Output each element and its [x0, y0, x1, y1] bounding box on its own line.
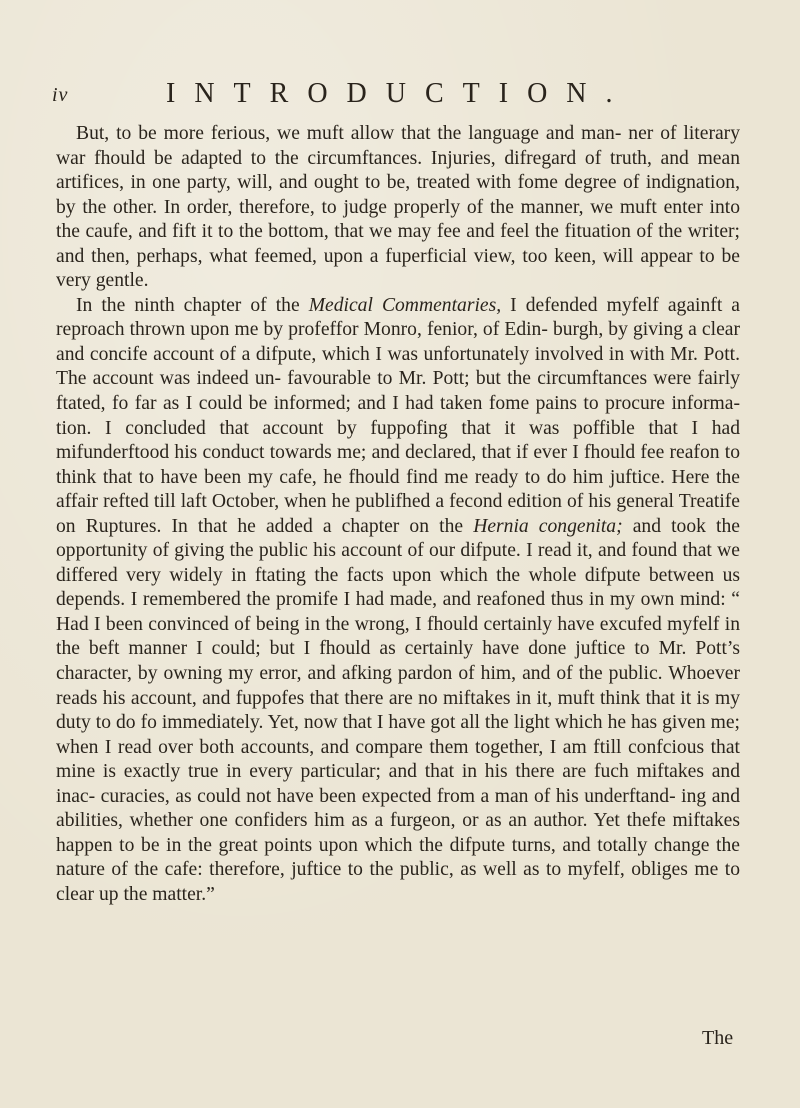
medical-commentaries-title: Medical Commentaries,: [308, 294, 502, 316]
paragraph-1: But, to be more ferious, we muft allow that the language and man- ner of literary war fhould be adapted to the circumftances. Injuries, difregard of truth, and mean artifices, in one party, will, and ought to be, treated with fome degree of indignation, by the other. In order, therefore, to judge properly of the manner, we muft enter into the caufe, and fift it to the bottom, that we may fee and feel the fituation of the writer; and then, perhaps, what feemed, upon a fuperficial view, too keen, will appear to be very gentle.: [56, 123, 740, 292]
running-head: [52, 78, 742, 112]
page-number: iv: [52, 84, 69, 106]
paragraph-2: [56, 294, 740, 908]
paragraph-2-middle: I defended myfelf againft a reproach thrown upon me by profeffor Monro, fenior, of Edin- burgh, by giving a clear and concife account of a difpute, which I was unfortunately involved in with Mr. Pott. The account was indeed un- favourable to Mr. Pott; but the circumftances were fairly ftated, fo far as I could be informed; and I had taken fome pains to procure informa- tion. I concluded that account by fuppofing that it was poffible that I had mifunderftood his conduct towards me; and declared, that if ever I fhould fee reafon to think that to have been my cafe, he fhould find me ready to do him juftice. Here the affair refted till laft October, when he publifhed a fecond edition of his general Treatife on Ruptures. In that he added a chapter on the: [56, 294, 740, 537]
paragraph-2-lead: In the ninth chapter of the: [76, 294, 309, 316]
catchword: The: [702, 1027, 734, 1049]
hernia-congenita-term: Hernia congenita;: [473, 515, 623, 537]
running-title: INTRODUCTION.: [166, 78, 632, 109]
paragraph-2-tail: and took the opportunity of giving the public his account of our difpute. I read it, and found that we differed very widely in ftating the facts upon which the whole difpute between us depends. I remembered the promife I had made, and reafoned thus in my own mind: “ Had I been convinced of being in the wrong, I fhould certainly have excufed myfelf in the beft manner I could; but I fhould as certainly have done juftice to Mr. Pott’s character, by owning my error, and afking pardon of him, and of the public. Whoever reads his account, and fuppofes that there are no miftakes in it, muft think that it is my duty to do fo immediately. Yet, now that I have got all the light which he has given me; when I read over both accounts, and compare them together, I am ftill confcious that mine is exactly true in every particular; and that in his there are fuch miftakes and inac- curacies, as could not have been expected from a man of his underftand- ing and abilities, whether one confiders him as a furgeon, or as an author. Yet thefe miftakes happen to be in the great points upon which the difpute turns, and totally change the nature of the cafe: therefore, juftice to the public, as well as to myfelf, obliges me to clear up the matter.”: [56, 515, 740, 905]
body-text: [56, 122, 740, 908]
